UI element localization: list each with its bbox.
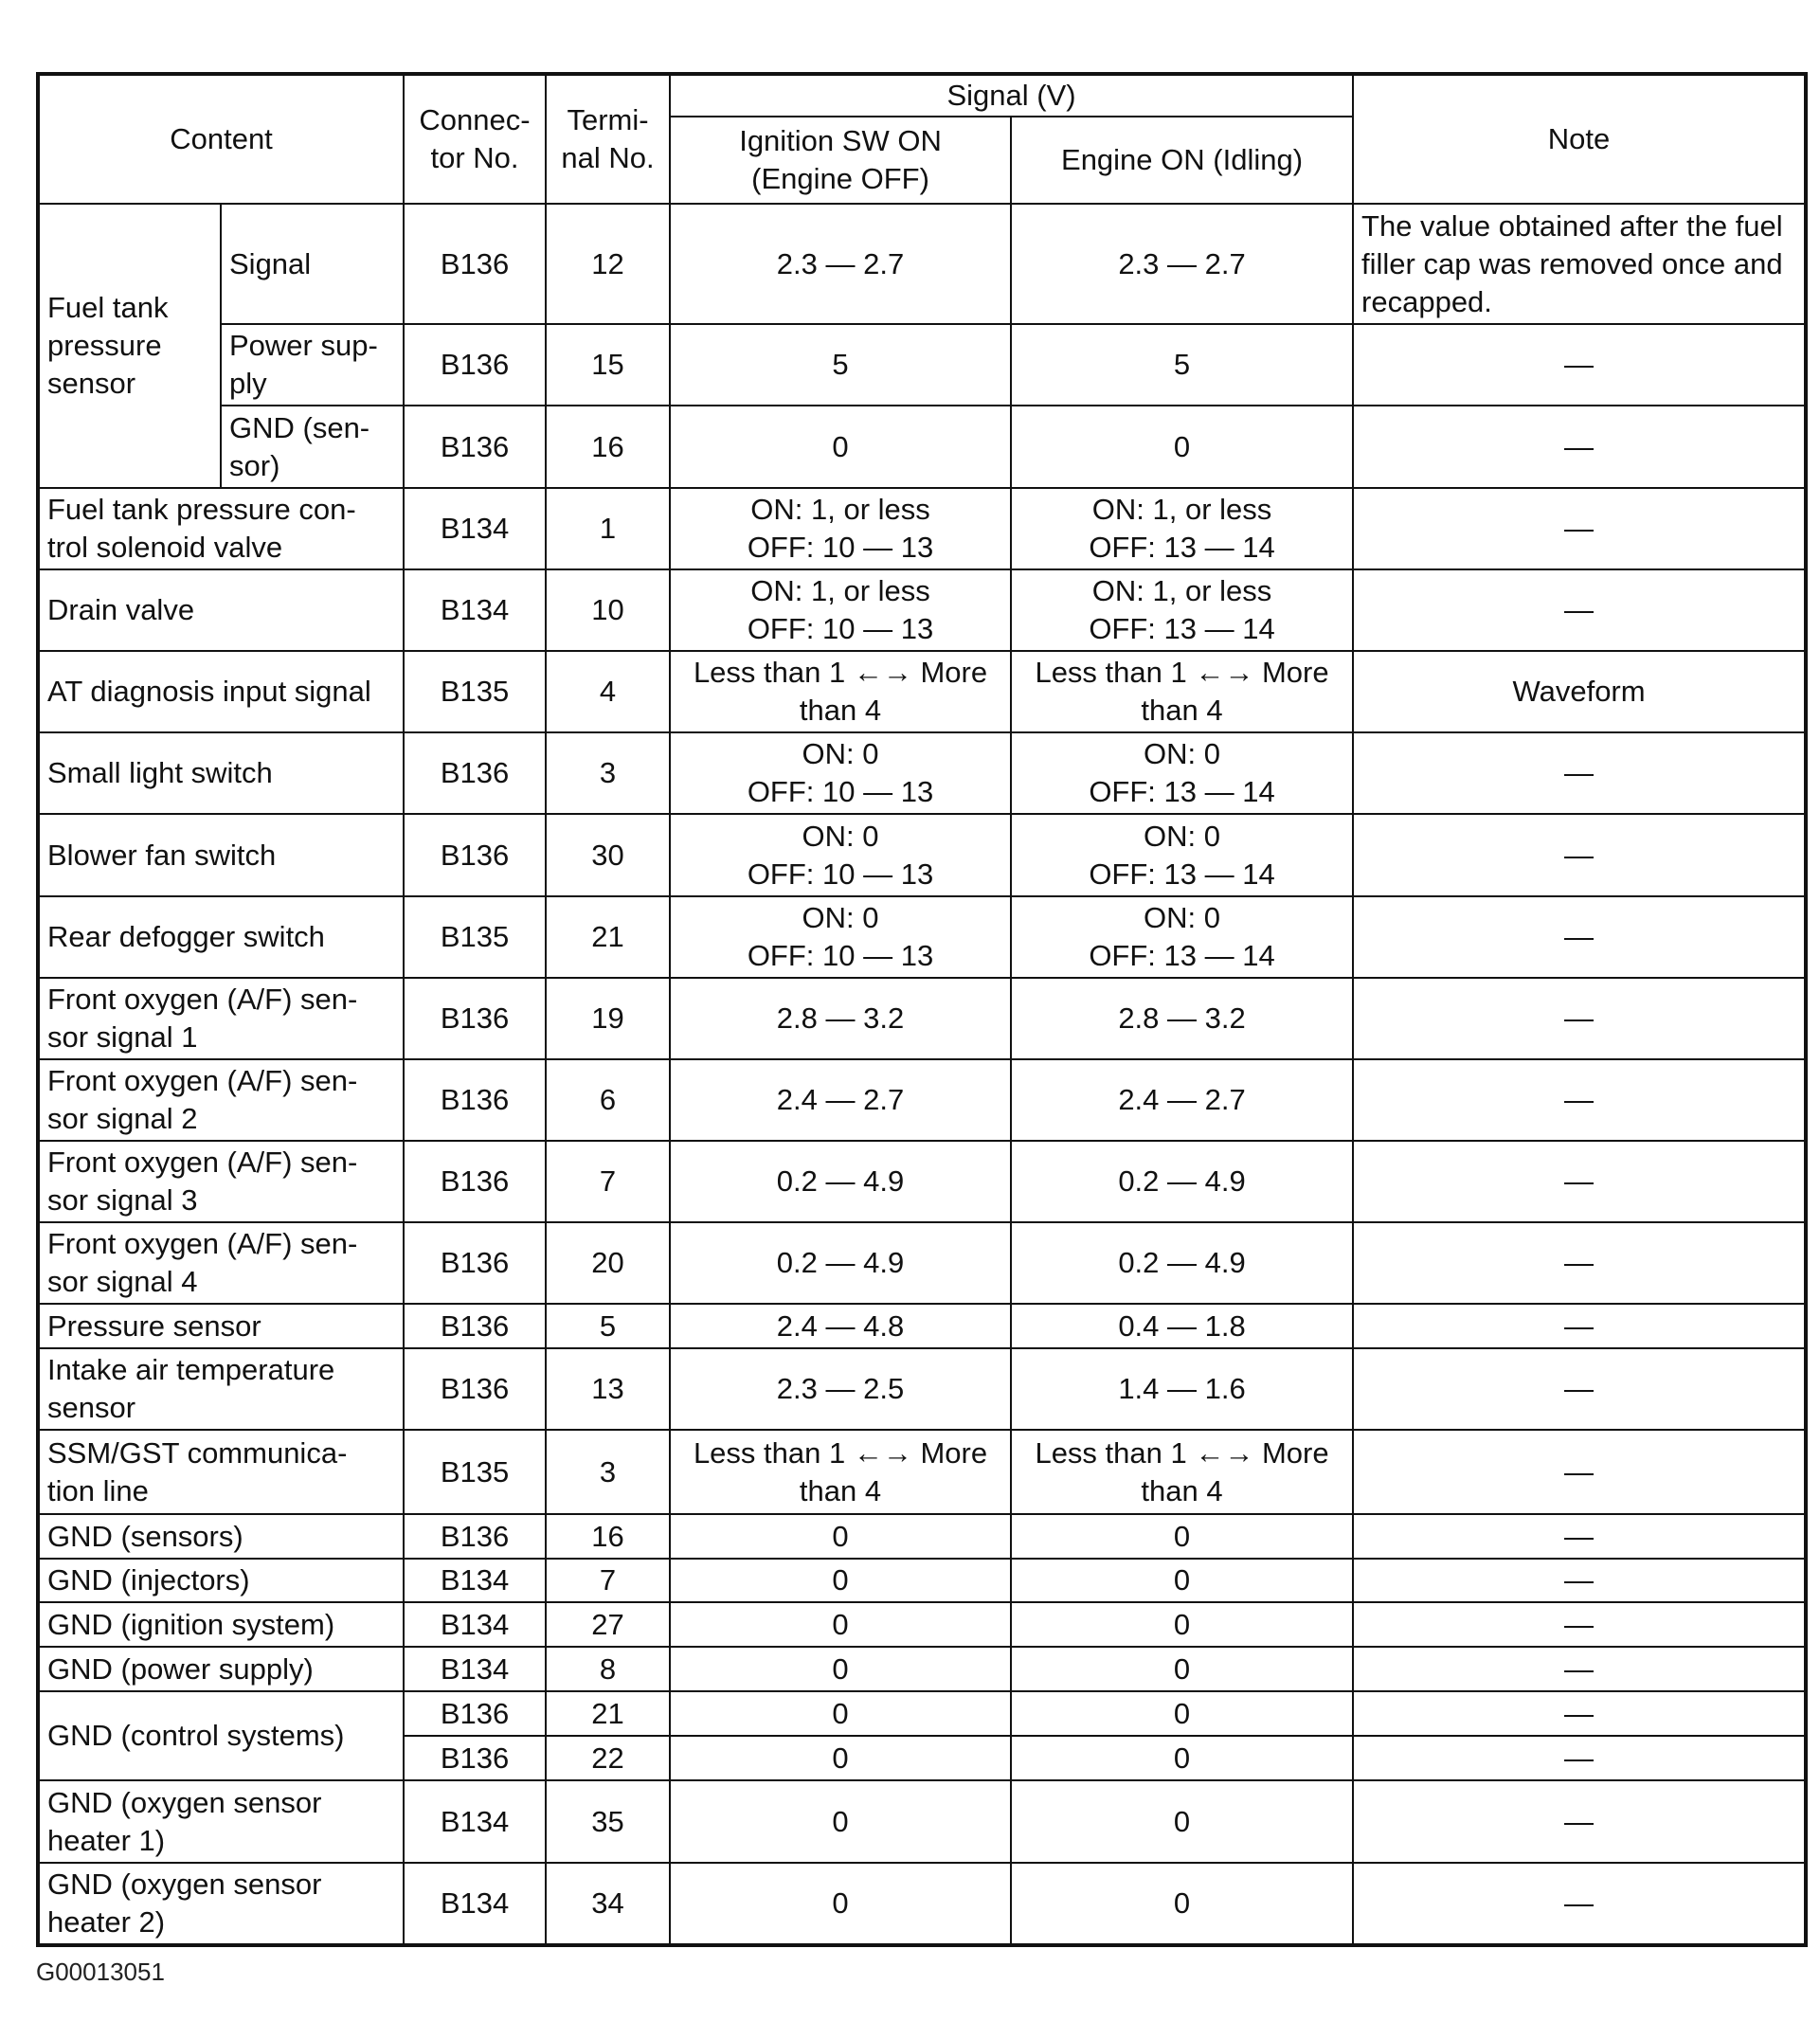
cell-engine-idle: 0.2 — 4.9	[1011, 1222, 1353, 1304]
cell-note: —	[1353, 732, 1806, 814]
cell-content: GND (injectors)	[38, 1559, 404, 1602]
cell-engine-idle: 2.3 — 2.7	[1011, 204, 1353, 324]
cell-note: —	[1353, 406, 1806, 488]
cell-connector: B134	[404, 1647, 546, 1691]
table-row	[38, 896, 1806, 978]
cell-connector: B136	[404, 324, 546, 406]
cell-ignition-on: ON: 0 OFF: 10 — 13	[670, 814, 1011, 896]
cell-connector: B135	[404, 1430, 546, 1514]
cell-connector: B136	[404, 1736, 546, 1780]
table-row	[38, 1602, 1806, 1647]
cell-content: Front oxygen (A/F) sen- sor signal 2	[38, 1059, 404, 1141]
cell-note: —	[1353, 1430, 1806, 1514]
cell-terminal: 21	[546, 896, 670, 978]
cell-note: —	[1353, 1514, 1806, 1559]
cell-note: —	[1353, 1736, 1806, 1780]
table-row	[38, 1514, 1806, 1559]
table-row	[38, 406, 1806, 488]
cell-terminal: 16	[546, 1514, 670, 1559]
cell-content: Drain valve	[38, 569, 404, 651]
cell-note: —	[1353, 896, 1806, 978]
cell-engine-idle: ON: 0 OFF: 13 — 14	[1011, 732, 1353, 814]
cell-connector: B136	[404, 1348, 546, 1430]
cell-ignition-on: 2.4 — 4.8	[670, 1304, 1011, 1348]
cell-engine-idle: 0	[1011, 406, 1353, 488]
cell-ignition-on: Less than 1 ←→ More than 4	[670, 651, 1011, 732]
cell-ignition-on: 0	[670, 1602, 1011, 1647]
cell-content: Blower fan switch	[38, 814, 404, 896]
cell-note: —	[1353, 1647, 1806, 1691]
cell-sub-content: GND (sen- sor)	[221, 406, 404, 488]
cell-connector: B136	[404, 814, 546, 896]
cell-engine-idle: 0.4 — 1.8	[1011, 1304, 1353, 1348]
header-signal: Signal (V)	[670, 74, 1353, 117]
table-row	[38, 1348, 1806, 1430]
cell-terminal: 30	[546, 814, 670, 896]
cell-terminal: 34	[546, 1863, 670, 1945]
cell-ignition-on: 2.8 — 3.2	[670, 978, 1011, 1059]
cell-engine-idle: ON: 0 OFF: 13 — 14	[1011, 896, 1353, 978]
cell-engine-idle: Less than 1 ←→ More than 4	[1011, 1430, 1353, 1514]
cell-note: —	[1353, 1348, 1806, 1430]
table-row	[38, 204, 1806, 324]
cell-connector: B136	[404, 204, 546, 324]
cell-connector: B134	[404, 569, 546, 651]
cell-engine-idle: ON: 1, or less OFF: 13 — 14	[1011, 569, 1353, 651]
cell-terminal: 22	[546, 1736, 670, 1780]
cell-note: —	[1353, 1780, 1806, 1863]
cell-content: Rear defogger switch	[38, 896, 404, 978]
cell-ignition-on: 2.4 — 2.7	[670, 1059, 1011, 1141]
cell-engine-idle: ON: 1, or less OFF: 13 — 14	[1011, 488, 1353, 569]
table-row	[38, 1141, 1806, 1222]
cell-ignition-on: 0	[670, 1780, 1011, 1863]
cell-engine-idle: 0	[1011, 1602, 1353, 1647]
table-row	[38, 978, 1806, 1059]
cell-ignition-on: 0.2 — 4.9	[670, 1141, 1011, 1222]
cell-note: —	[1353, 324, 1806, 406]
cell-ignition-on: 5	[670, 324, 1011, 406]
table-row	[38, 1430, 1806, 1514]
cell-engine-idle: 0	[1011, 1736, 1353, 1780]
table-row	[38, 1222, 1806, 1304]
cell-ignition-on: 0	[670, 1736, 1011, 1780]
table-row	[38, 488, 1806, 569]
cell-engine-idle: 2.8 — 3.2	[1011, 978, 1353, 1059]
cell-note: —	[1353, 814, 1806, 896]
cell-connector: B135	[404, 896, 546, 978]
cell-note: —	[1353, 488, 1806, 569]
cell-terminal: 7	[546, 1141, 670, 1222]
table-row	[38, 1647, 1806, 1691]
header-terminal: Termi- nal No.	[546, 74, 670, 204]
cell-engine-idle: 0	[1011, 1780, 1353, 1863]
cell-terminal: 5	[546, 1304, 670, 1348]
cell-terminal: 35	[546, 1780, 670, 1863]
cell-content: Small light switch	[38, 732, 404, 814]
cell-content: GND (oxygen sensor heater 1)	[38, 1780, 404, 1863]
cell-note: —	[1353, 978, 1806, 1059]
cell-connector: B136	[404, 978, 546, 1059]
cell-engine-idle: 0	[1011, 1863, 1353, 1945]
cell-ignition-on: 0	[670, 1691, 1011, 1736]
table-row	[38, 324, 1806, 406]
cell-connector: B136	[404, 406, 546, 488]
cell-content-group: Fuel tank pressure sensor	[38, 204, 221, 488]
cell-terminal: 10	[546, 569, 670, 651]
cell-ignition-on: 2.3 — 2.5	[670, 1348, 1011, 1430]
header-engine-idle: Engine ON (Idling)	[1011, 117, 1353, 204]
cell-engine-idle: Less than 1 ←→ More than 4	[1011, 651, 1353, 732]
header-ignition-on: Ignition SW ON (Engine OFF)	[670, 117, 1011, 204]
cell-engine-idle: 0	[1011, 1559, 1353, 1602]
cell-content: GND (ignition system)	[38, 1602, 404, 1647]
table-row	[38, 1304, 1806, 1348]
cell-ignition-on: ON: 1, or less OFF: 10 — 13	[670, 569, 1011, 651]
table-row	[38, 569, 1806, 651]
cell-ignition-on: ON: 0 OFF: 10 — 13	[670, 732, 1011, 814]
cell-engine-idle: 2.4 — 2.7	[1011, 1059, 1353, 1141]
cell-content: Fuel tank pressure con- trol solenoid valve	[38, 488, 404, 569]
cell-note: —	[1353, 1222, 1806, 1304]
cell-connector: B136	[404, 1304, 546, 1348]
cell-sub-content: Power sup- ply	[221, 324, 404, 406]
cell-engine-idle: 0.2 — 4.9	[1011, 1141, 1353, 1222]
cell-ignition-on: 2.3 — 2.7	[670, 204, 1011, 324]
cell-content: Pressure sensor	[38, 1304, 404, 1348]
table-row	[38, 1780, 1806, 1863]
cell-connector: B134	[404, 488, 546, 569]
cell-terminal: 6	[546, 1059, 670, 1141]
table-row	[38, 1059, 1806, 1141]
cell-terminal: 3	[546, 1430, 670, 1514]
cell-terminal: 4	[546, 651, 670, 732]
cell-content: Front oxygen (A/F) sen- sor signal 1	[38, 978, 404, 1059]
cell-terminal: 12	[546, 204, 670, 324]
cell-terminal: 8	[546, 1647, 670, 1691]
cell-engine-idle: 0	[1011, 1514, 1353, 1559]
cell-connector: B135	[404, 651, 546, 732]
cell-note: —	[1353, 1304, 1806, 1348]
cell-terminal: 21	[546, 1691, 670, 1736]
table-row	[38, 732, 1806, 814]
signal-table	[36, 72, 1808, 1947]
cell-content: Front oxygen (A/F) sen- sor signal 3	[38, 1141, 404, 1222]
cell-terminal: 19	[546, 978, 670, 1059]
cell-engine-idle: 0	[1011, 1691, 1353, 1736]
cell-ignition-on: 0	[670, 1863, 1011, 1945]
table-row	[38, 651, 1806, 732]
cell-content-group: GND (control systems)	[38, 1691, 404, 1780]
cell-connector: B136	[404, 1514, 546, 1559]
cell-ignition-on: 0.2 — 4.9	[670, 1222, 1011, 1304]
cell-ignition-on: 0	[670, 406, 1011, 488]
figure-id: G00013051	[36, 1958, 165, 1986]
cell-engine-idle: ON: 0 OFF: 13 — 14	[1011, 814, 1353, 896]
cell-terminal: 16	[546, 406, 670, 488]
cell-terminal: 15	[546, 324, 670, 406]
cell-note: —	[1353, 1059, 1806, 1141]
cell-engine-idle: 5	[1011, 324, 1353, 406]
cell-note: —	[1353, 1691, 1806, 1736]
cell-connector: B134	[404, 1863, 546, 1945]
cell-note: —	[1353, 569, 1806, 651]
header-note: Note	[1353, 74, 1806, 204]
cell-ignition-on: ON: 1, or less OFF: 10 — 13	[670, 488, 1011, 569]
cell-connector: B136	[404, 1059, 546, 1141]
cell-terminal: 1	[546, 488, 670, 569]
cell-content: AT diagnosis input signal	[38, 651, 404, 732]
cell-note: —	[1353, 1602, 1806, 1647]
cell-ignition-on: 0	[670, 1559, 1011, 1602]
cell-connector: B134	[404, 1602, 546, 1647]
cell-terminal: 20	[546, 1222, 670, 1304]
cell-sub-content: Signal	[221, 204, 404, 324]
table-row	[38, 1863, 1806, 1945]
table-row	[38, 1691, 1806, 1736]
table-body	[38, 204, 1806, 1945]
cell-ignition-on: 0	[670, 1647, 1011, 1691]
header-content: Content	[38, 74, 404, 204]
cell-ignition-on: ON: 0 OFF: 10 — 13	[670, 896, 1011, 978]
cell-engine-idle: 0	[1011, 1647, 1353, 1691]
cell-content: Front oxygen (A/F) sen- sor signal 4	[38, 1222, 404, 1304]
cell-connector: B134	[404, 1780, 546, 1863]
cell-ignition-on: Less than 1 ←→ More than 4	[670, 1430, 1011, 1514]
cell-note: —	[1353, 1863, 1806, 1945]
cell-content: GND (sensors)	[38, 1514, 404, 1559]
cell-terminal: 3	[546, 732, 670, 814]
cell-note: —	[1353, 1559, 1806, 1602]
cell-connector: B136	[404, 1691, 546, 1736]
cell-content: GND (oxygen sensor heater 2)	[38, 1863, 404, 1945]
cell-ignition-on: 0	[670, 1514, 1011, 1559]
cell-connector: B134	[404, 1559, 546, 1602]
cell-note: —	[1353, 1141, 1806, 1222]
cell-engine-idle: 1.4 — 1.6	[1011, 1348, 1353, 1430]
cell-terminal: 27	[546, 1602, 670, 1647]
cell-content: SSM/GST communica- tion line	[38, 1430, 404, 1514]
cell-terminal: 13	[546, 1348, 670, 1430]
header-connector: Connec- tor No.	[404, 74, 546, 204]
cell-note: Waveform	[1353, 651, 1806, 732]
cell-note: The value obtained after the fuel filler cap was removed once and recapped.	[1353, 204, 1806, 324]
cell-connector: B136	[404, 1141, 546, 1222]
cell-terminal: 7	[546, 1559, 670, 1602]
table-row	[38, 814, 1806, 896]
cell-content: Intake air temperature sensor	[38, 1348, 404, 1430]
cell-connector: B136	[404, 1222, 546, 1304]
table-row	[38, 1559, 1806, 1602]
cell-content: GND (power supply)	[38, 1647, 404, 1691]
cell-connector: B136	[404, 732, 546, 814]
